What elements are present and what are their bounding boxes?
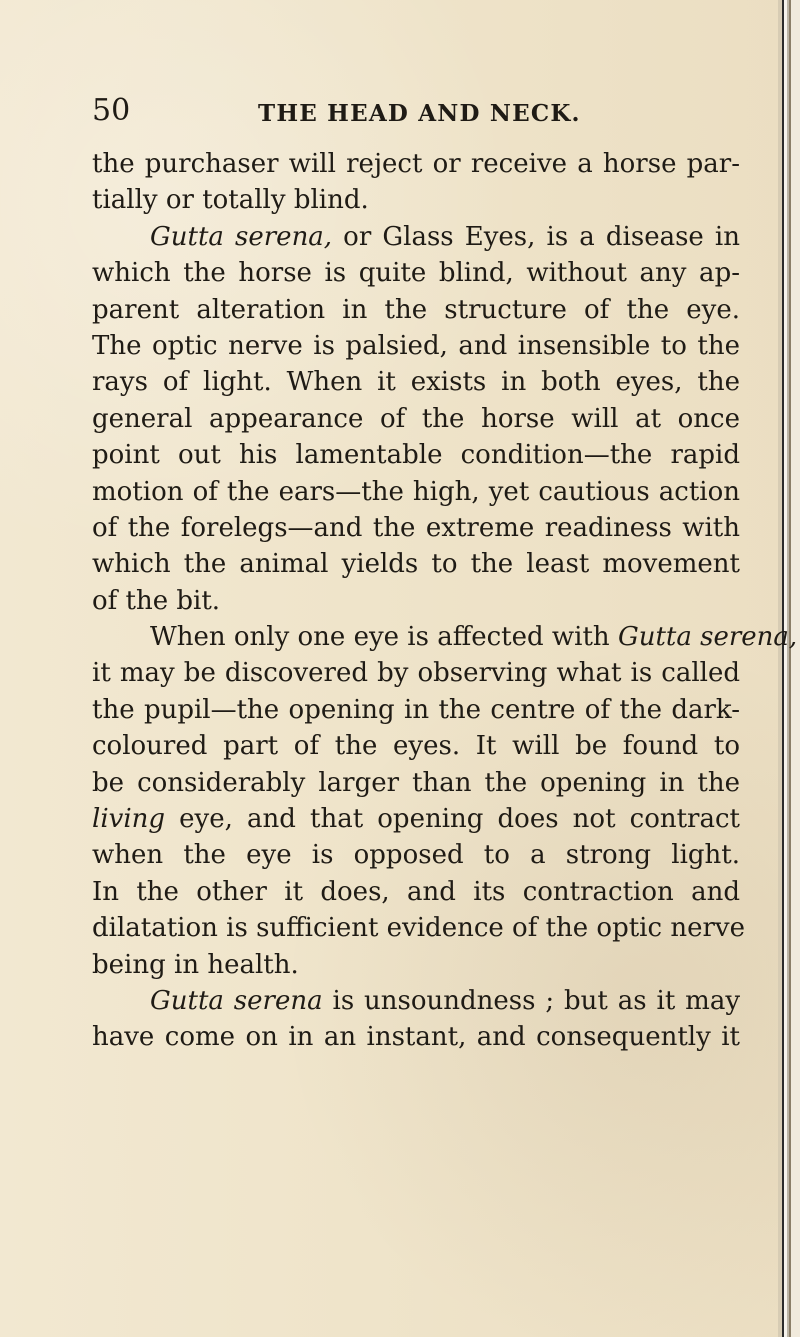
text-line-5-content: parent alteration in the structure of the eye.	[92, 294, 740, 325]
text-line-13	[92, 583, 740, 619]
text-line-2-content: tially or totally blind.	[92, 185, 369, 216]
text-line-12-content: which the animal yields to the least movement	[92, 549, 740, 580]
text-line-16	[92, 692, 740, 728]
text-line-8	[92, 401, 740, 437]
text-line-20-content: when the eye is opposed to a strong light.	[92, 840, 740, 871]
text-line-23	[92, 947, 740, 983]
running-head: THE HEAD AND NECK.	[258, 100, 581, 127]
text-line-1-content: the purchaser will reject or receive a horse par-	[92, 149, 740, 179]
page-number: 50	[92, 93, 131, 128]
text-line-10	[92, 474, 740, 510]
text-line-3	[92, 219, 740, 255]
text-line-14-lead: When only one eye is affected with	[150, 622, 618, 653]
text-line-24-content: is unsoundness ; but as it may	[322, 985, 741, 1016]
text-line-18-content: be considerably larger than the opening in the	[92, 767, 740, 798]
text-line-25-content: have come on in an instant, and consequently it	[92, 1022, 740, 1053]
text-line-2	[92, 182, 740, 218]
body-text	[92, 146, 798, 1056]
text-line-8-content: general appearance of the horse will at once	[92, 403, 740, 434]
text-line-7	[92, 364, 740, 400]
text-line-9	[92, 437, 740, 473]
term-living: living	[92, 804, 166, 835]
page-edge	[778, 0, 800, 1337]
text-line-23-content: being in health.	[92, 949, 299, 980]
text-line-4-content: which the horse is quite blind, without any ap-	[92, 258, 740, 289]
text-line-7-content: rays of light. When it exists in both eyes, the	[92, 367, 740, 398]
text-line-6-content: The optic nerve is palsied, and insensible to the	[92, 330, 740, 361]
text-line-24	[92, 983, 740, 1019]
page-header	[92, 93, 742, 128]
text-line-11	[92, 510, 740, 546]
text-line-11-content: of the forelegs—and the extreme readiness with	[92, 512, 740, 543]
text-line-22	[92, 910, 745, 946]
text-line-19	[92, 801, 740, 837]
text-line-17	[92, 728, 740, 764]
text-line-18	[92, 765, 740, 801]
text-line-25	[92, 1019, 740, 1055]
text-line-3-content: or Glass Eyes, is a disease in	[332, 221, 740, 252]
term-gutta-serena-2: Gutta serena,	[617, 622, 798, 653]
text-line-4	[92, 255, 740, 291]
text-line-10-content: motion of the ears—the high, yet cautious action	[92, 476, 740, 507]
text-line-22-content: dilatation is sufficient evidence of the optic nerve	[92, 913, 745, 944]
text-line-15-content: it may be discovered by observing what is called	[92, 658, 740, 689]
text-line-21	[92, 874, 740, 910]
term-gutta-serena-3: Gutta serena	[150, 985, 323, 1016]
text-line-15	[92, 655, 740, 691]
text-line-1	[92, 146, 740, 182]
text-line-13-content: of the bit.	[92, 585, 221, 616]
text-line-19-content: eye, and that opening does not contract	[165, 804, 740, 835]
text-line-20	[92, 837, 740, 873]
text-line-21-content: In the other it does, and its contraction and	[92, 876, 740, 907]
text-line-6	[92, 328, 740, 364]
text-line-16-content: the pupil—the opening in the centre of the dark-	[92, 694, 740, 725]
text-line-17-content: coloured part of the eyes. It will be found to	[92, 731, 740, 762]
text-line-12	[92, 546, 740, 582]
text-line-9-content: point out his lamentable condition—the rapid	[92, 440, 740, 471]
term-gutta-serena: Gutta serena,	[150, 221, 333, 252]
text-line-5	[92, 292, 740, 328]
text-line-14	[92, 619, 798, 655]
